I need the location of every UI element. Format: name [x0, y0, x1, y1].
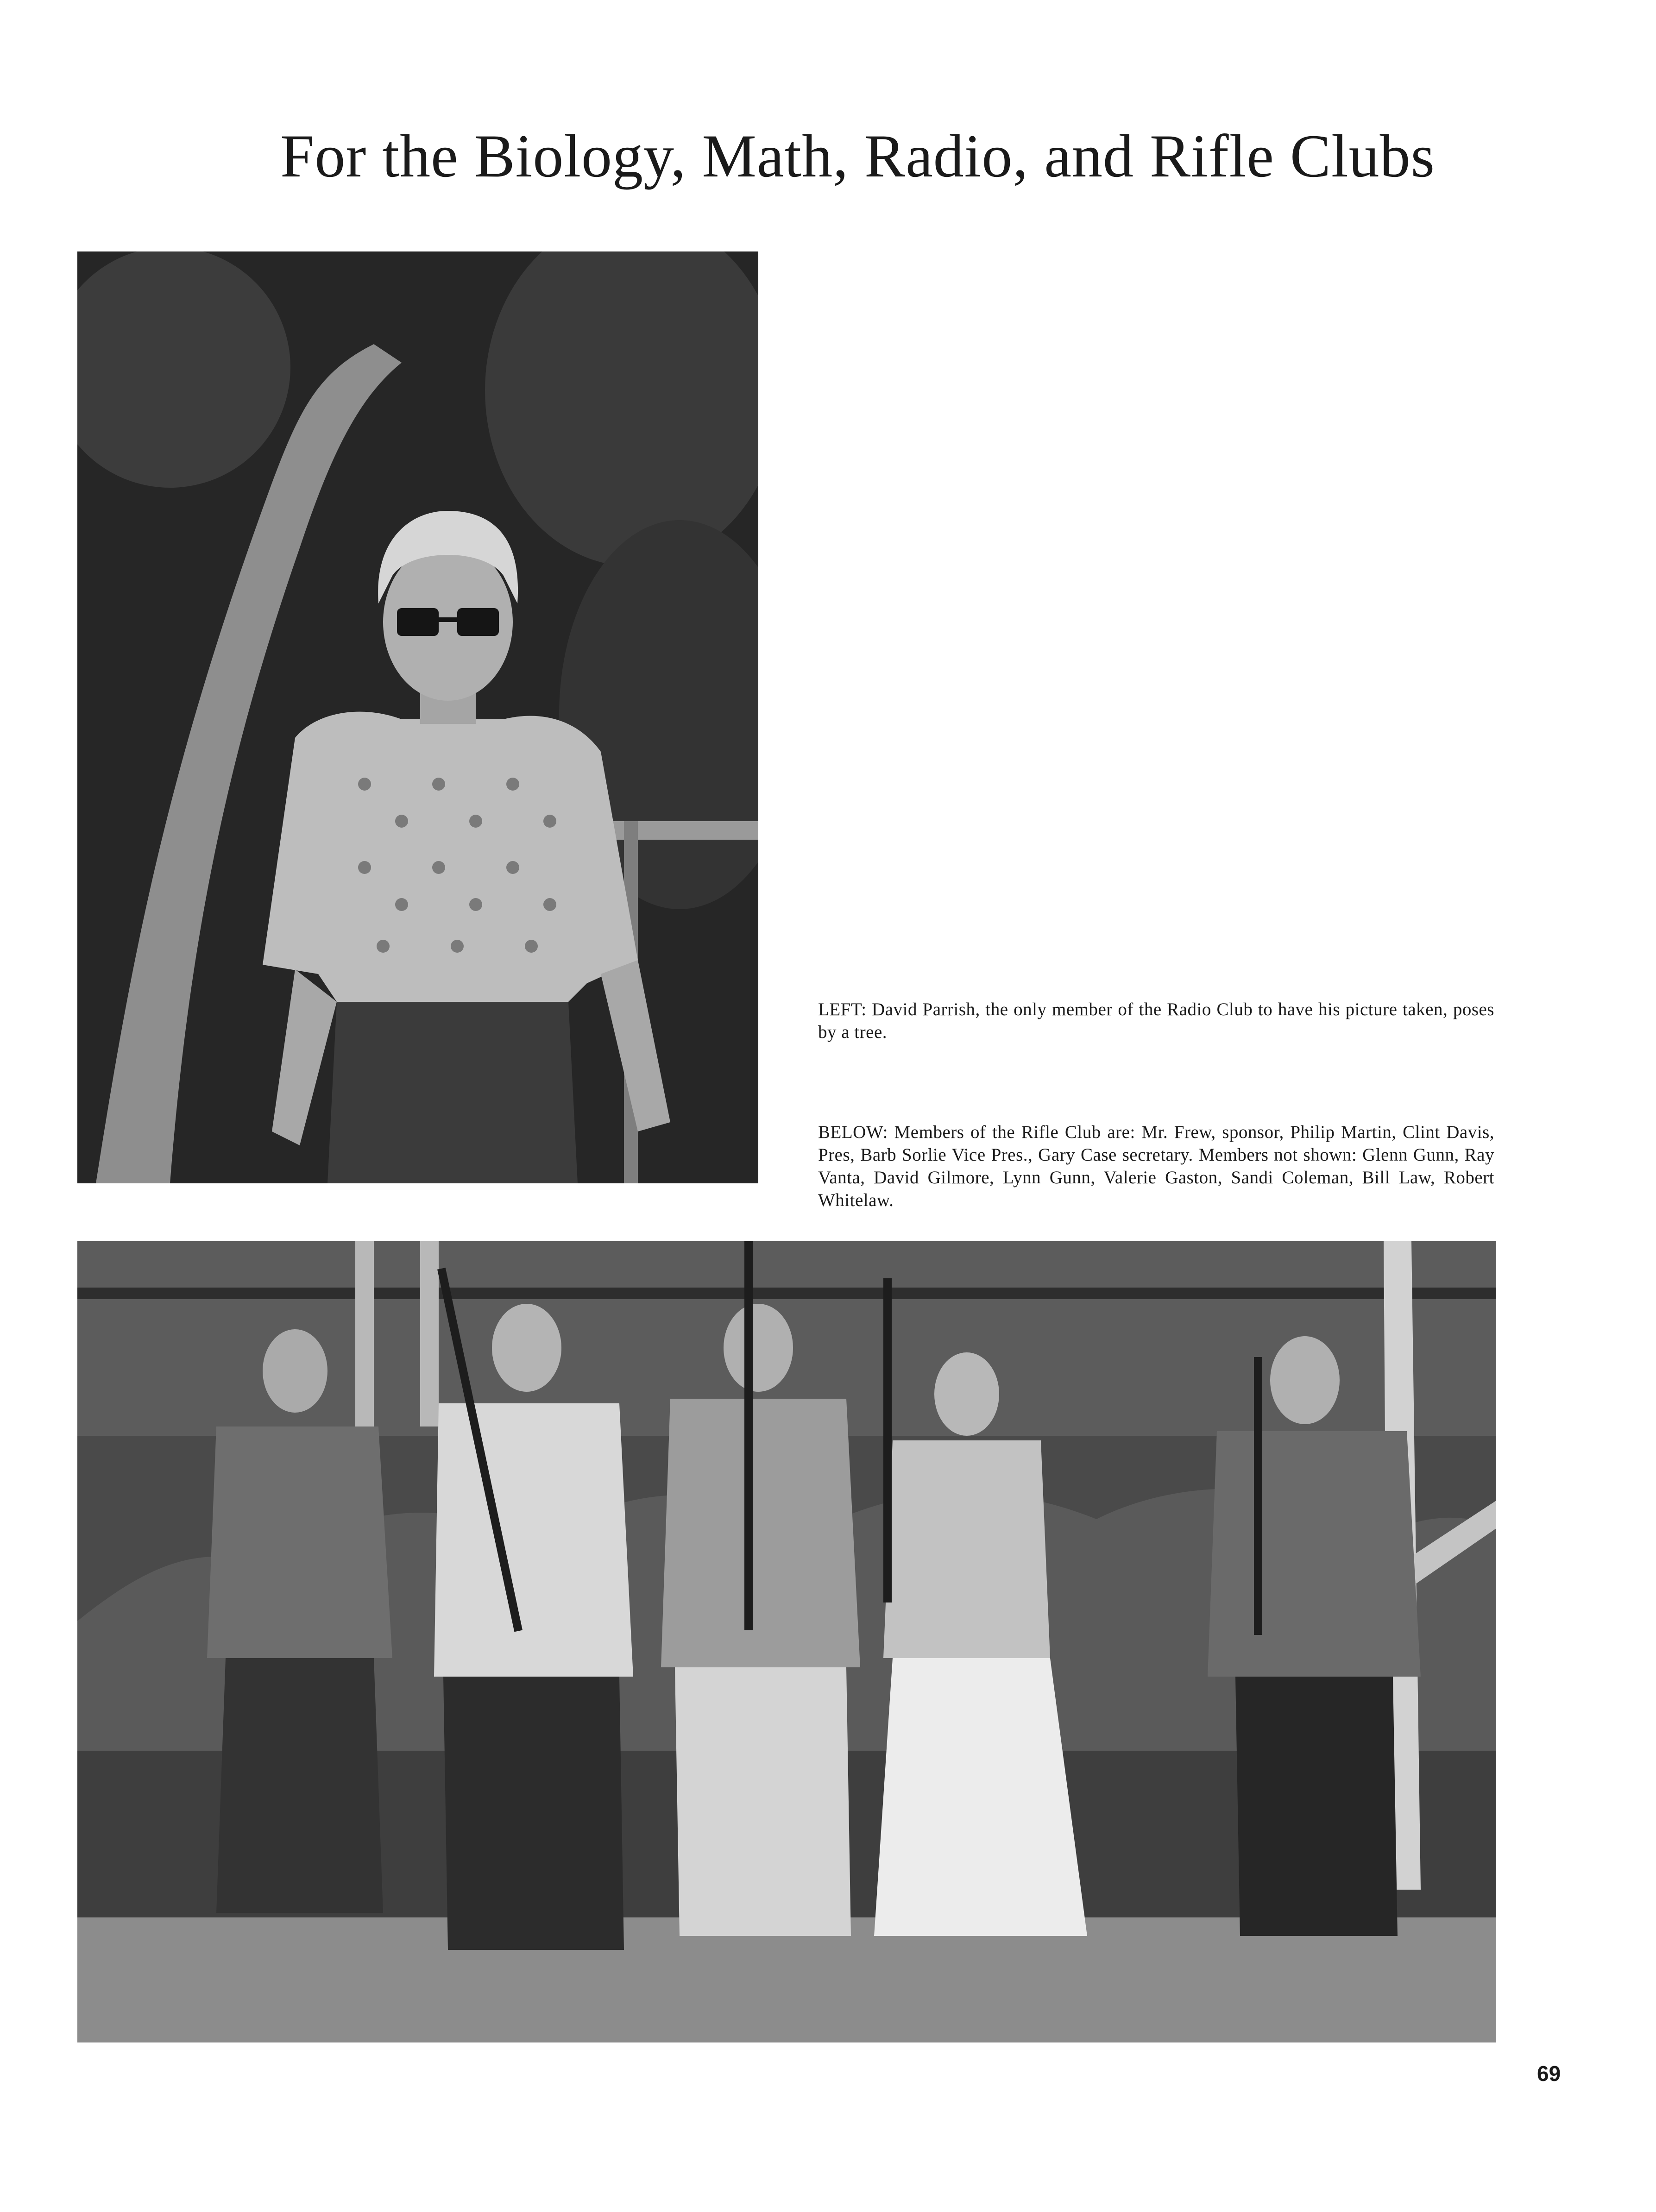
page-number: 69: [1537, 2061, 1561, 2086]
page-title: For the Biology, Math, Radio, and Rifle Clubs: [280, 122, 1435, 190]
rifle-club-photo: [77, 1241, 1496, 2042]
caption-below: BELOW: Members of the Rifle Club are: Mr. Frew, sponsor, Philip Martin, Clint Davis, Pres, Barb Sorlie Vice Pres., Gary Case secretary. Members not shown: Glenn Gunn, Ray Vanta, David Gilmore, Lynn Gunn, Valerie Gaston, Sandi Coleman, Bill Law, Robert Whitelaw.: [818, 1122, 1494, 1210]
caption-left: LEFT: David Parrish, the only member of the Radio Club to have his picture taken, poses by a tree.: [818, 999, 1494, 1042]
radio-club-photo: [77, 251, 758, 1183]
